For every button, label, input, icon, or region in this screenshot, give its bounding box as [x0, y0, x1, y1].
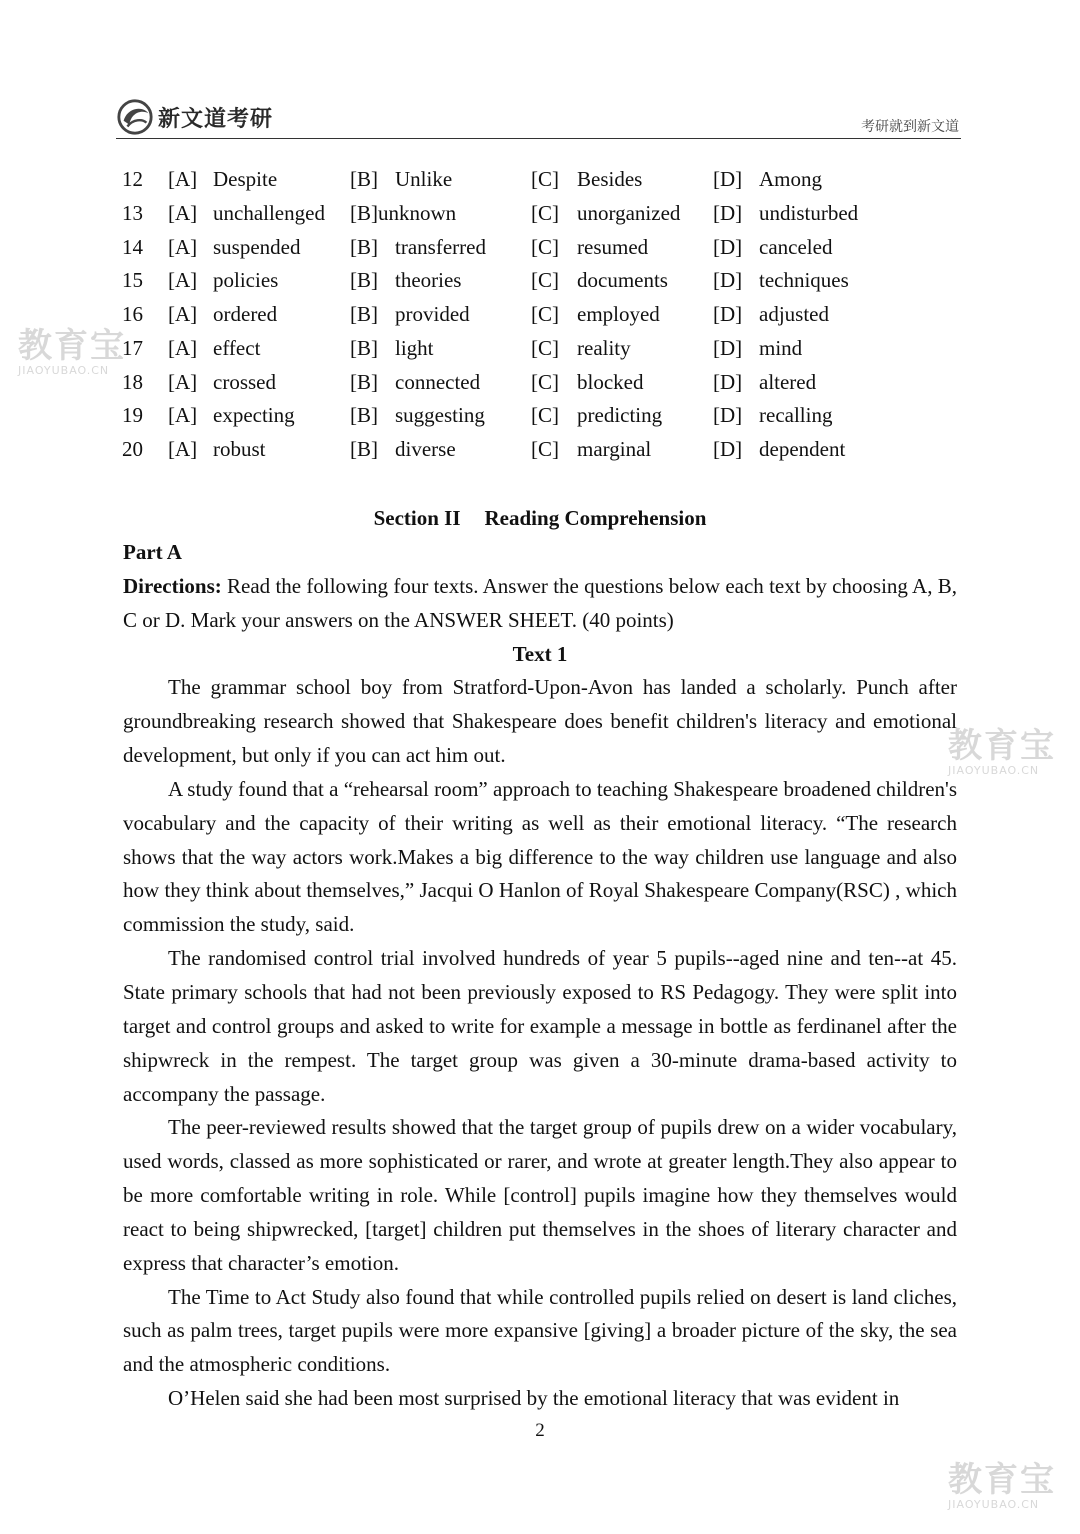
option-a: policies	[213, 268, 279, 293]
label-a: [A]	[168, 369, 198, 394]
paragraph-4: The peer-reviewed results showed that the target group of pupils drew on a wider vocabulary, used words, classed as more sophisticated or rarer, and wrote at greater length.They also appear to be more comfortable writing in role. While [control] pupils imagine how they themselves would react to being shipwrecked, [target] children put themselves in the shoes of literary character and express that character’s emotion.	[123, 1115, 957, 1275]
option-b: transferred	[395, 234, 486, 259]
option-b: suggesting	[395, 403, 485, 428]
label-a: [A]	[168, 200, 198, 225]
option-row-12	[0, 163, 1080, 197]
question-number: 20	[122, 437, 143, 461]
option-a: expecting	[213, 403, 295, 428]
paragraph-6: O’Helen said she had been most surprised by the emotional literacy that was evident in	[168, 1386, 900, 1411]
option-b: provided	[395, 302, 470, 326]
watermark	[18, 328, 126, 377]
watermark-text: 教育宝	[948, 726, 1056, 766]
label-b: [B]	[350, 268, 378, 293]
section-title: Reading Comprehension	[484, 506, 707, 530]
option-b: light	[395, 335, 434, 360]
question-number: 13	[122, 200, 143, 225]
option-c: documents	[577, 268, 668, 293]
label-c: [C]	[531, 234, 559, 259]
brand-name: 新文道考研	[158, 106, 274, 132]
label-b: [B]	[350, 302, 378, 326]
label-b: [B]	[350, 234, 378, 259]
option-b: Unlike	[395, 167, 453, 191]
watermark	[948, 728, 1056, 777]
label-a: [A]	[168, 302, 198, 326]
label-d: [D]	[713, 167, 743, 191]
label-d: [D]	[713, 200, 743, 225]
option-b-joined: [B]unknown	[350, 200, 457, 225]
label-d: [D]	[713, 437, 743, 461]
option-c: unorganized	[577, 200, 681, 225]
swirl-logo-icon	[116, 98, 154, 136]
label-b: [B]	[350, 335, 378, 360]
label-d: [D]	[713, 302, 743, 326]
section-heading	[0, 503, 1080, 533]
option-d: techniques	[759, 268, 849, 293]
page-header	[116, 96, 961, 139]
brand-logo	[116, 98, 273, 136]
question-number: 12	[122, 167, 143, 191]
option-b: connected	[395, 369, 481, 394]
option-b: diverse	[395, 437, 456, 461]
label-a: [A]	[168, 403, 198, 428]
option-d: Among	[759, 167, 822, 191]
section-number: Section II	[373, 506, 461, 530]
label-c: [C]	[531, 200, 559, 225]
option-c: resumed	[577, 234, 649, 259]
label-d: [D]	[713, 335, 743, 360]
option-d: altered	[759, 369, 817, 394]
label-c: [C]	[531, 167, 559, 191]
question-number: 19	[122, 403, 143, 428]
directions-text: Read the following four texts. Answer the questions below each text by choosing A, B, C or D. Mark your answers on the ANSWER SHEET. (40 points)	[123, 573, 957, 632]
label-a: [A]	[168, 437, 198, 461]
part-heading: Part A	[123, 540, 182, 564]
option-d: dependent	[759, 437, 846, 461]
question-number: 17	[122, 335, 143, 360]
option-row-20	[0, 433, 1080, 467]
option-row-13	[0, 197, 1080, 231]
label-c: [C]	[531, 403, 559, 428]
option-c: reality	[577, 335, 631, 360]
option-a: suspended	[213, 234, 301, 259]
option-d: mind	[759, 335, 803, 360]
directions	[123, 570, 957, 638]
directions-label: Directions:	[123, 573, 222, 598]
option-d: recalling	[759, 403, 833, 428]
label-b: [B]	[350, 167, 378, 191]
label-d: [D]	[713, 403, 743, 428]
option-row-14	[0, 231, 1080, 265]
option-row-19	[0, 399, 1080, 433]
paragraph-3: The randomised control trial involved hundreds of year 5 pupils--aged nine and ten--at 45. State primary schools that had not been previously exposed to RS Pedagogy. They were split into target and control groups and asked to write for example a message in bottle as ferdinanel after the shipwreck in the rempest. The target group was given a 30-minute drama-based activity to accompany the passage.	[123, 946, 957, 1106]
paragraph-5: The Time to Act Study also found that while controlled pupils relied on desert is land cliches, such as palm trees, target pupils were more expansive [giving] a broader picture of the sky, the sea and the atmospheric conditions.	[123, 1284, 957, 1377]
option-row-16	[0, 298, 1080, 332]
option-c: employed	[577, 302, 660, 326]
question-number: 14	[122, 234, 143, 259]
answer-options-table	[0, 163, 1080, 467]
reading-body	[123, 536, 957, 1416]
option-c: predicting	[577, 403, 663, 428]
option-a: unchallenged	[213, 200, 325, 225]
text-title: Text 1	[512, 641, 568, 666]
label-a: [A]	[168, 167, 198, 191]
option-a: crossed	[213, 369, 276, 394]
label-a: [A]	[168, 335, 198, 360]
label-b: [B]	[350, 403, 378, 428]
label-a: [A]	[168, 268, 198, 293]
option-d: canceled	[759, 234, 833, 259]
question-number: 18	[122, 369, 143, 394]
label-d: [D]	[713, 369, 743, 394]
label-c: [C]	[531, 268, 559, 293]
watermark-url: JIAOYUBAO.CN	[948, 1498, 1040, 1511]
watermark-text: 教育宝	[18, 326, 126, 366]
option-row-15	[0, 264, 1080, 298]
option-b: theories	[395, 268, 462, 293]
label-a: [A]	[168, 234, 198, 259]
question-number: 15	[122, 268, 143, 293]
option-c: blocked	[577, 369, 644, 394]
option-c: marginal	[577, 437, 652, 461]
watermark	[948, 1462, 1056, 1511]
option-c: Besides	[577, 167, 643, 191]
option-row-18	[0, 366, 1080, 400]
option-a: ordered	[213, 302, 278, 326]
page-number: 2	[535, 1420, 545, 1441]
watermark-url: JIAOYUBAO.CN	[948, 764, 1040, 777]
watermark-text: 教育宝	[948, 1460, 1056, 1500]
label-c: [C]	[531, 369, 559, 394]
watermark-url: JIAOYUBAO.CN	[18, 364, 110, 377]
option-a: effect	[213, 335, 261, 360]
label-c: [C]	[531, 437, 559, 461]
option-d: adjusted	[759, 302, 829, 326]
question-number: 16	[122, 302, 143, 326]
label-d: [D]	[713, 234, 743, 259]
option-a: robust	[213, 437, 266, 461]
paragraph-2: A study found that a “rehearsal room” approach to teaching Shakespeare broadened children's vocabulary and the capacity of their writing as well as their emotional literacy. “The research shows that the way actors work.Makes a big difference to the way children use language and also how they think about themselves,” Jacqui O Hanlon of Royal Shakespeare Company(RSC) , which commission the study, said.	[123, 776, 957, 937]
label-b: [B]	[350, 369, 378, 394]
option-d: undisturbed	[759, 200, 859, 225]
label-c: [C]	[531, 302, 559, 326]
label-c: [C]	[531, 335, 559, 360]
paragraph-1: The grammar school boy from Stratford-Upon-Avon has landed a scholarly. Punch after groundbreaking research showed that Shakespeare does benefit children's literacy and emotional development, but only if you can act him out.	[123, 675, 957, 768]
label-d: [D]	[713, 268, 743, 293]
header-slogan: 考研就到新文道	[861, 119, 959, 135]
option-a: Despite	[213, 167, 278, 191]
option-row-17	[0, 332, 1080, 366]
label-b: [B]	[350, 437, 378, 461]
